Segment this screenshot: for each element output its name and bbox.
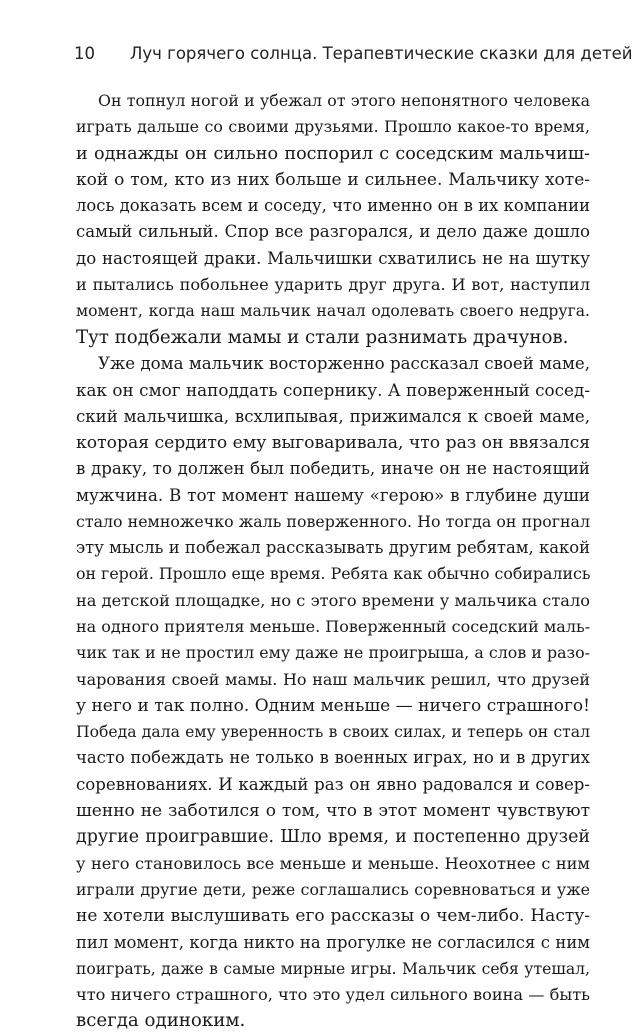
text-line: Он топнул ногой и убежал от этого непонятного человека [98,91,590,110]
text-line: эту мысль и побежал рассказывать другим ребятам, какой [76,538,590,558]
text-line: у него и так полно. Одним меньше — ничего страшного! [76,695,590,716]
running-header [74,44,633,70]
text-line: и однажды он сильно поспорил с соседским мальчиш- [76,143,590,164]
page-number: 10 [74,44,95,63]
paragraph-1 [76,88,590,351]
text-line: стало немножечко жаль поверженного. Но тогда он прогнал [76,511,590,531]
text-line: играть дальше со своими друзьями. Прошло какое-то время, [76,117,590,137]
text-line: всегда одиноким. [76,1010,246,1032]
text-line: не хотели выслушивать его рассказы о чем-либо. Насту- [76,906,590,927]
text-line: шенно не заботился о том, что в этот момент чувствуют [76,801,590,822]
text-line: на одного приятеля меньше. Поверженный соседский маль- [76,616,591,636]
text-line: чарования своей мамы. Но наш мальчик решил, что друзей [76,669,590,689]
text-line: он герой. Прошло еще время. Ребята как обычно собирались [76,564,591,584]
text-line: и пытались побольнее ударить друг друга. И вот, наступил [76,275,590,295]
running-title: Луч горячего солнца. Терапевтические сказки для детей [130,44,633,63]
text-line: играли другие дети, реже соглашались соревноваться и уже [76,879,590,899]
paragraph-2 [76,351,590,1035]
text-line: лось доказать всем и соседу, что именно он в их компании [76,196,590,216]
text-line: которая сердито ему выговаривала, что раз он ввязался [76,432,591,453]
text-line: на детской площадке, но с этого времени у мальчика стало [76,590,590,610]
text-line: самый сильный. Спор все разгорался, и дело даже дошло [76,222,590,242]
text-line: как он смог наподдать сопернику. А поверженный сосед- [76,380,590,401]
text-line: в драку, то должен был победить, иначе он не настоящий [76,459,590,479]
text-line: мужчина. В тот момент нашему «герою» в глубине души [76,485,590,506]
text-line: ский мальчишка, всхлипывая, прижимался к своей маме, [76,406,590,426]
text-line: кой о том, кто из них больше и сильнее. Мальчику хоте- [76,169,590,190]
text-line: поиграть, даже в самые мирные игры. Мальчик себя утешал, [76,959,590,978]
text-line: Тут подбежали мамы и стали разнимать драчунов. [76,326,569,348]
text-line: Уже дома мальчик восторженно рассказал своей маме, [98,353,590,373]
text-line: момент, когда наш мальчик начал одолевать своего недруга. [76,302,590,321]
text-line: у него становилось все меньше и меньше. Неохотнее с ним [76,853,590,873]
text-line: Победа дала ему уверенность в своих силах, и теперь он стал [76,723,590,742]
text-line: часто побеждать не только в военных играх, но и в других [76,748,590,768]
text-line: чик так и не простил ему даже не проигрыша, а слов и разо- [76,643,590,663]
text-line: другие проигравшие. Шло время, и постепенно друзей [76,827,590,848]
body-text [76,88,590,1035]
text-line: до настоящей драки. Мальчишки схватились не на шутку [76,248,590,268]
text-line: соревнованиях. И каждый раз он явно радовался и совер- [76,774,590,794]
text-line: пил момент, когда никто на прогулке не согласился с ним [76,932,590,952]
text-line: что ничего страшного, что это удел сильного воина — быть [76,985,590,1005]
